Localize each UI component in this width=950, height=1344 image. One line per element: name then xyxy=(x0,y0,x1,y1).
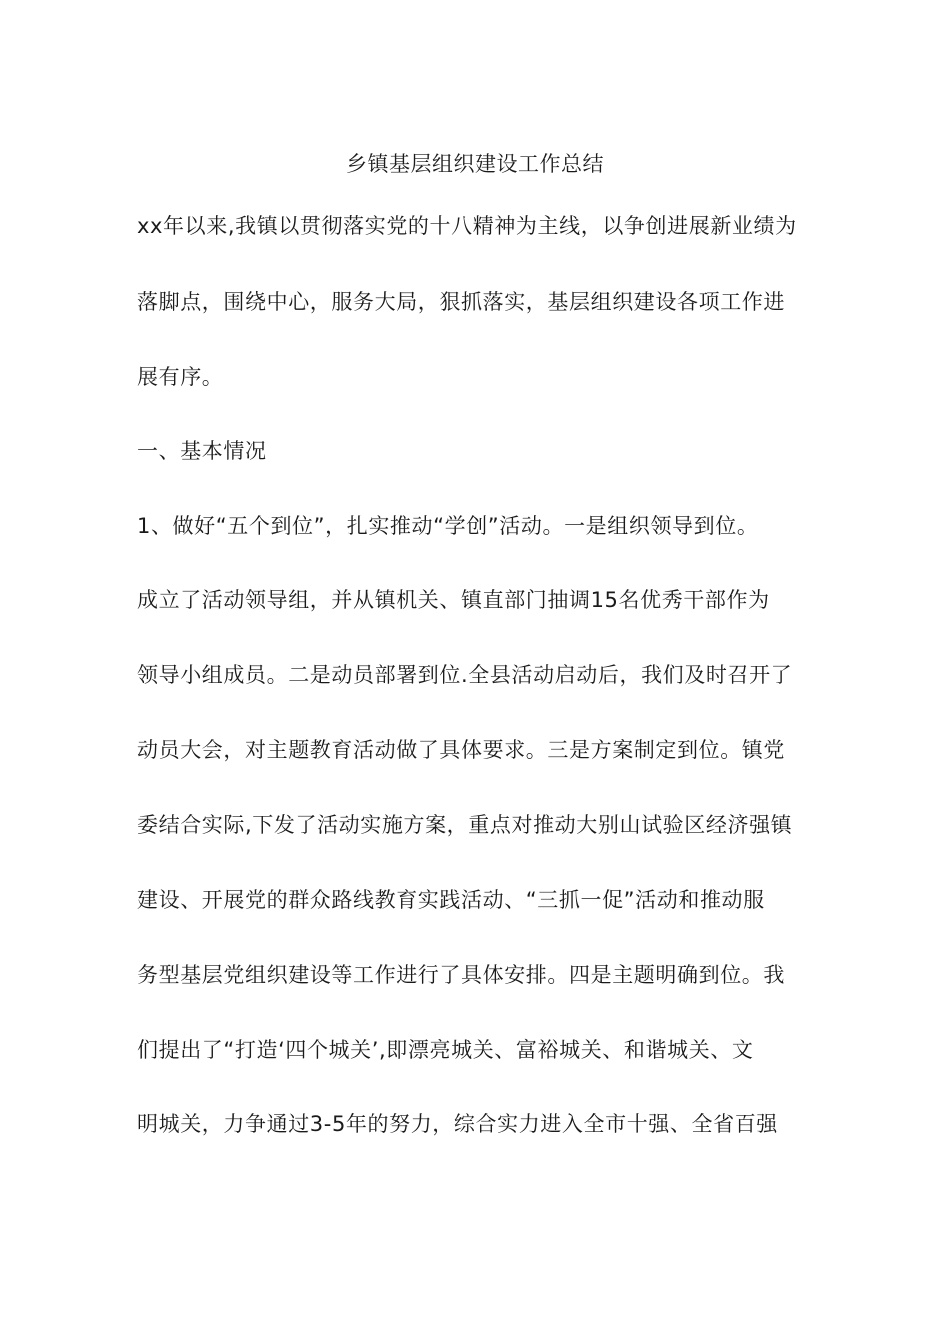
paragraph-line-10: 建设、开展党的群众路线教育实践活动、“三抓一促”活动和推动服 xyxy=(137,888,765,912)
paragraph-line-8: 动员大会，对主题教育活动做了具体要求。三是方案制定到位。镇党 xyxy=(137,738,785,762)
paragraph-line-1: xx年以来,我镇以贯彻落实党的十八精神为主线，以争创进展新业绩为 xyxy=(137,214,797,238)
paragraph-line-13: 明城关，力争通过3-5年的努力，综合实力进入全市十强、全省百强 xyxy=(137,1112,778,1136)
paragraph-line-2: 落脚点，围绕中心，服务大局，狠抓落实，基层组织建设各项工作进 xyxy=(137,290,785,314)
paragraph-line-11: 务型基层党组织建设等工作进行了具体安排。四是主题明确到位。我 xyxy=(137,963,785,987)
paragraph-line-3: 展有序。 xyxy=(137,365,224,389)
paragraph-line-9: 委结合实际,下发了活动实施方案，重点对推动大别山试验区经济强镇 xyxy=(137,813,793,837)
document-title: 乡镇基层组织建设工作总结 xyxy=(346,152,604,176)
paragraph-line-12: 们提出了“打造‘四个城关’,即漂亮城关、富裕城关、和谐城关、文 xyxy=(137,1038,754,1062)
paragraph-line-5: 1、做好“五个到位”，扎实推动“学创”活动。一是组织领导到位。 xyxy=(137,514,759,538)
section-heading: 一、基本情况 xyxy=(137,439,267,463)
paragraph-line-6: 成立了活动领导组，并从镇机关、镇直部门抽调15名优秀干部作为 xyxy=(137,588,770,612)
paragraph-line-7: 领导小组成员。二是动员部署到位.全县活动启动后，我们及时召开了 xyxy=(137,663,793,687)
